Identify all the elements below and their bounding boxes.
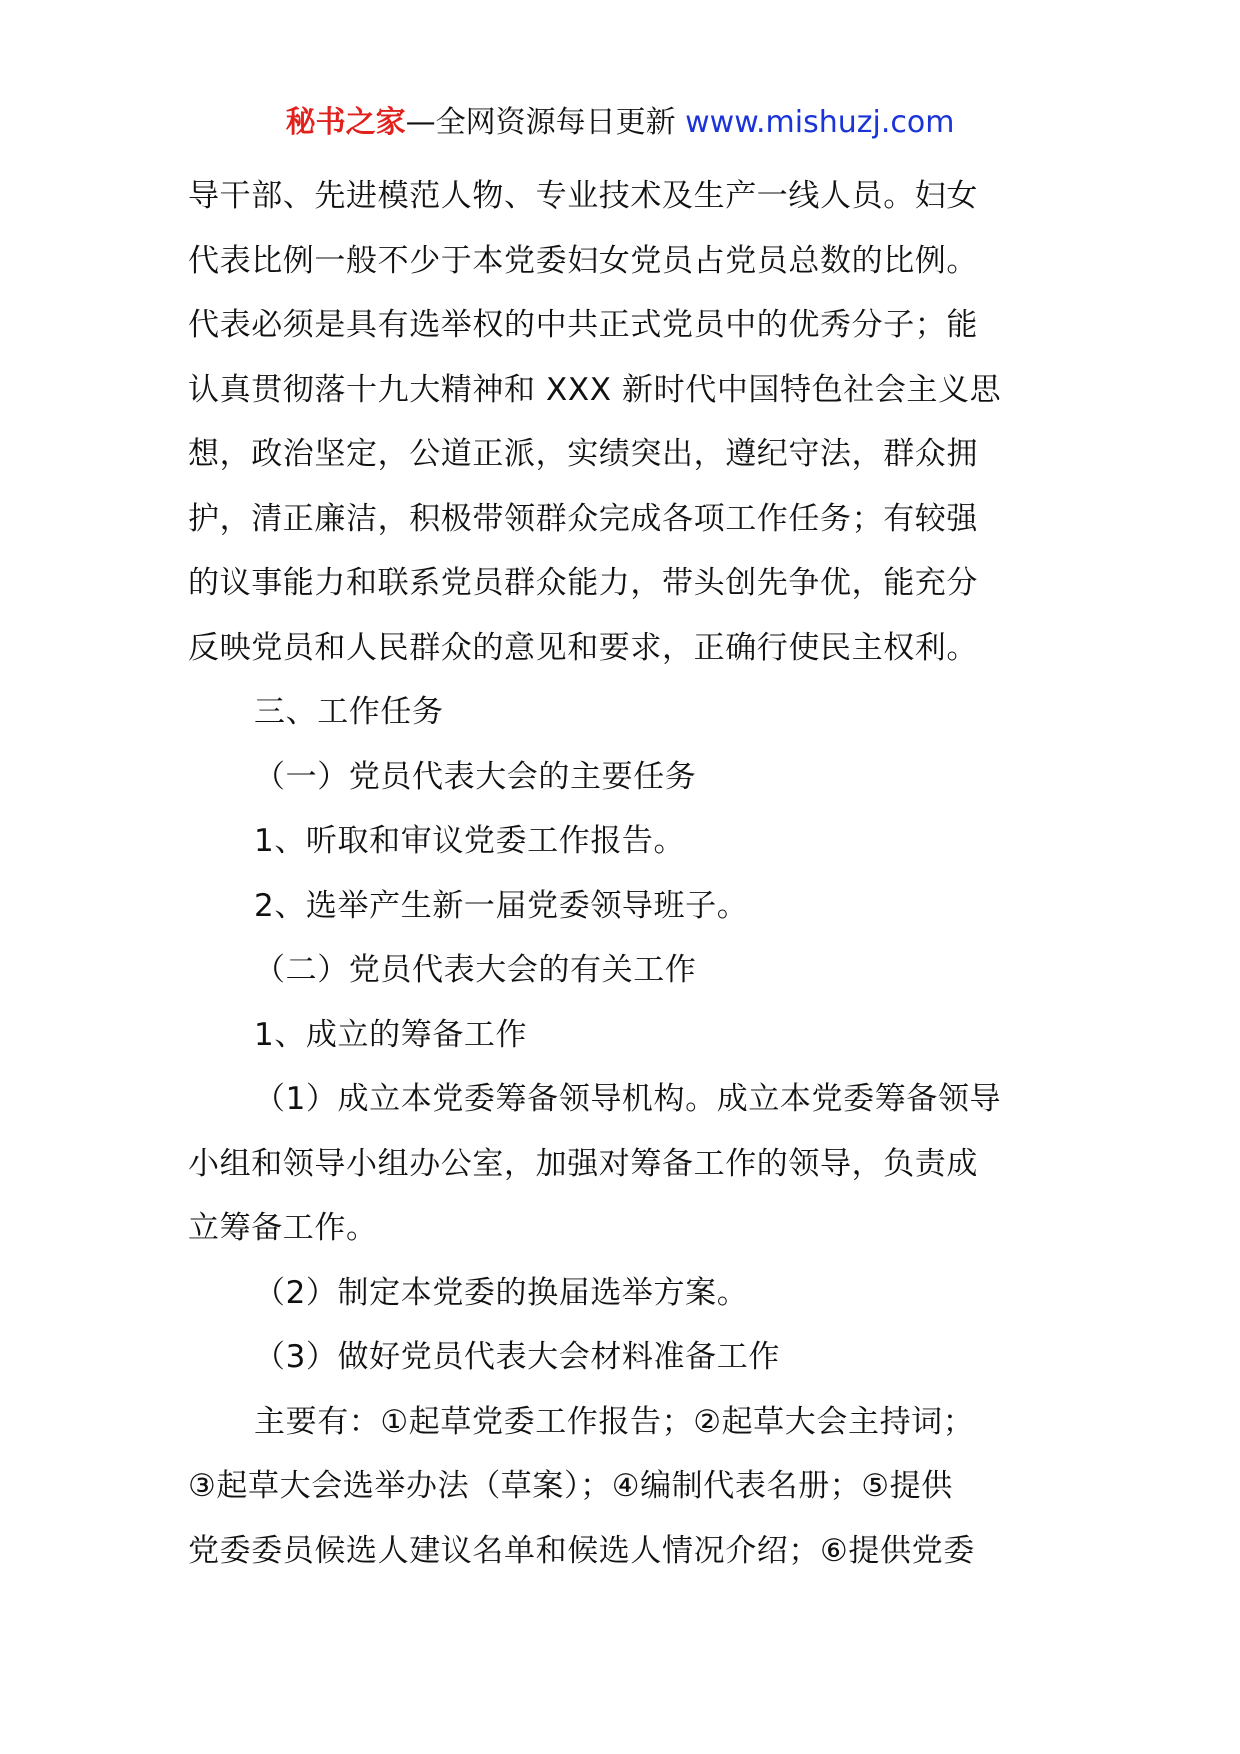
text-line: 反映党员和人民群众的意见和要求，正确行使民主权利。 <box>188 629 978 666</box>
paragraph-start: 主要有：①起草党委工作报告；②起草大会主持词； <box>254 1403 975 1440</box>
paragraph-start: （3）做好党员代表大会材料准备工作 <box>254 1339 780 1375</box>
website-link[interactable]: www.mishuzj.com <box>685 105 955 140</box>
text-line: 想，政治坚定，公道正派，实绩突出，遵纪守法，群众拥 <box>188 436 978 472</box>
paragraph-start: （2）制定本党委的换届选举方案。 <box>254 1274 749 1311</box>
text-line: 导干部、先进模范人物、专业技术及生产一线人员。妇女 <box>188 178 978 214</box>
text-line: ③起草大会选举办法（草案）；④编制代表名册；⑤提供 <box>188 1468 953 1504</box>
paragraph-start: （1）成立本党委筹备领导机构。成立本党委筹备领导 <box>254 1081 1002 1117</box>
text-line: 代表比例一般不少于本党委妇女党员占党员总数的比例。 <box>188 242 978 279</box>
text-line: 代表必须是具有选举权的中共正式党员中的优秀分子；能 <box>188 307 978 343</box>
text-line: 党委委员候选人建议名单和候选人情况介绍；⑥提供党委 <box>188 1532 975 1569</box>
subsection-heading: （二）党员代表大会的有关工作 <box>254 952 697 988</box>
list-item: 1、成立的筹备工作 <box>254 1016 528 1053</box>
page-header <box>0 100 1240 146</box>
section-heading: 三、工作任务 <box>254 694 444 730</box>
text-line: 立筹备工作。 <box>188 1210 378 1246</box>
text-line: 小组和领导小组办公室，加强对筹备工作的领导，负责成 <box>188 1145 978 1182</box>
header-tagline: —全网资源每日更新 <box>405 105 686 140</box>
brand-name: 秘书之家 <box>285 105 406 140</box>
list-item: 1、听取和审议党委工作报告。 <box>254 823 686 859</box>
text-line: 护，清正廉洁，积极带领群众完成各项工作任务；有较强 <box>188 500 978 537</box>
subsection-heading: （一）党员代表大会的主要任务 <box>254 758 697 795</box>
list-item: 2、选举产生新一届党委领导班子。 <box>254 887 749 924</box>
text-line: 的议事能力和联系党员群众能力，带头创先争优，能充分 <box>188 565 978 601</box>
document-body <box>188 164 1058 1583</box>
text-line: 认真贯彻落十九大精神和 XXX 新时代中国特色社会主义思 <box>188 371 1002 408</box>
